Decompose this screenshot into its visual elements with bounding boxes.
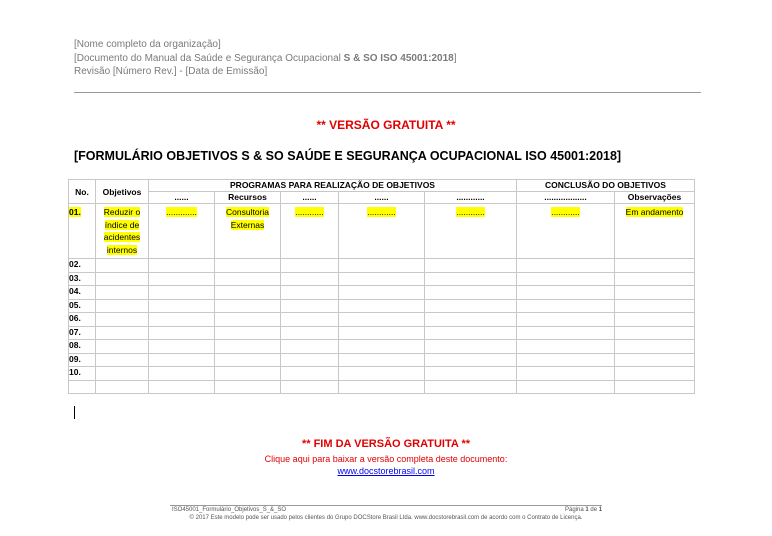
table-row xyxy=(69,204,695,259)
table-cell xyxy=(339,340,425,354)
table-cell xyxy=(339,367,425,381)
table-cell xyxy=(615,286,695,300)
table-cell xyxy=(149,286,215,300)
document-name xyxy=(74,52,456,66)
subheader-observacoes: Observações xyxy=(615,192,695,204)
row-number xyxy=(69,380,96,394)
table-cell xyxy=(517,204,615,259)
table-cell xyxy=(425,340,517,354)
revision-line: Revisão [Número Rev.] - [Data de Emissão] xyxy=(74,66,268,77)
table-cell xyxy=(215,326,281,340)
table-cell xyxy=(615,380,695,394)
table-cell xyxy=(96,272,149,286)
row-number: 09. xyxy=(69,353,96,367)
table-cell xyxy=(339,326,425,340)
table-cell xyxy=(96,353,149,367)
table-cell xyxy=(281,204,339,259)
table-cell xyxy=(215,272,281,286)
table-cell xyxy=(339,259,425,273)
table-cell xyxy=(215,204,281,259)
table-cell xyxy=(339,286,425,300)
table-row xyxy=(69,259,695,273)
table-cell xyxy=(281,340,339,354)
table-cell xyxy=(425,299,517,313)
table-row xyxy=(69,380,695,394)
footer-copyright: © 2017 Este modelo pode ser usado pelos clientes do Grupo DOCStore Brasil Ltda. www.docstorebrasil.com de acordo com o Contrato de Licença. xyxy=(189,515,583,521)
end-free-version-banner: ** FIM DA VERSÃO GRATUITA ** xyxy=(301,438,471,450)
table-cell xyxy=(149,204,215,259)
table-cell xyxy=(517,313,615,327)
table-cell xyxy=(425,353,517,367)
table-cell xyxy=(615,353,695,367)
table-row xyxy=(69,286,695,300)
table-cell xyxy=(615,367,695,381)
subheader-cell: ...... xyxy=(149,192,215,204)
table-cell xyxy=(339,353,425,367)
footer-page-number xyxy=(565,507,602,513)
page-current: 1 xyxy=(585,507,589,513)
objectives-table xyxy=(68,179,695,394)
table-cell xyxy=(517,340,615,354)
table-cell xyxy=(517,259,615,273)
table-cell xyxy=(149,326,215,340)
row-number: 03. xyxy=(69,272,96,286)
row-number: 07. xyxy=(69,326,96,340)
table-cell xyxy=(96,367,149,381)
table-cell xyxy=(281,313,339,327)
form-title: [FORMULÁRIO OBJETIVOS S & SO SAÚDE E SEGURANÇA OCUPACIONAL ISO 45001:2018] xyxy=(74,149,622,163)
observacoes-value: Em andamento xyxy=(625,207,684,217)
row-number: 02. xyxy=(69,259,96,273)
col-no-header: No. xyxy=(69,180,96,204)
table-row xyxy=(69,299,695,313)
row-number: 04. xyxy=(69,286,96,300)
table-cell xyxy=(517,299,615,313)
page-of-label: de xyxy=(588,507,599,513)
table-cell xyxy=(517,353,615,367)
free-version-banner: ** VERSÃO GRATUITA ** xyxy=(316,118,456,132)
objective-text: Reduzir o índice de acidentes internos xyxy=(103,207,141,255)
table-header-row xyxy=(69,180,695,192)
table-cell xyxy=(215,299,281,313)
table-cell xyxy=(281,286,339,300)
table-cell xyxy=(615,272,695,286)
conclusao-group-header: CONCLUSÃO DO OBJETIVOS xyxy=(517,180,695,192)
table-cell xyxy=(281,299,339,313)
table-cell xyxy=(215,313,281,327)
table-cell xyxy=(425,272,517,286)
table-cell xyxy=(149,380,215,394)
table-cell xyxy=(339,313,425,327)
table-row xyxy=(69,272,695,286)
row-number: 01. xyxy=(69,207,81,217)
table-cell xyxy=(281,380,339,394)
table-cell xyxy=(615,313,695,327)
objective-cell xyxy=(96,204,149,259)
organization-name: [Nome completo da organização] xyxy=(74,39,221,50)
cell-value: ............ xyxy=(551,207,580,217)
table-cell xyxy=(281,259,339,273)
table-cell xyxy=(149,313,215,327)
table-cell xyxy=(281,353,339,367)
table-cell xyxy=(96,380,149,394)
table-cell xyxy=(96,340,149,354)
table-cell xyxy=(615,299,695,313)
page-total: 1 xyxy=(598,507,603,513)
table-subheader-row xyxy=(69,192,695,204)
table-cell xyxy=(149,299,215,313)
table-cell xyxy=(149,259,215,273)
table-cell xyxy=(149,353,215,367)
subheader-cell: ...... xyxy=(339,192,425,204)
table-cell xyxy=(149,367,215,381)
table-cell xyxy=(517,272,615,286)
table-row xyxy=(69,367,695,381)
table-cell xyxy=(281,326,339,340)
table-cell xyxy=(149,272,215,286)
cell-value: ............ xyxy=(367,207,396,217)
table-cell xyxy=(425,367,517,381)
table-cell xyxy=(517,326,615,340)
table-cell xyxy=(339,272,425,286)
table-cell xyxy=(215,259,281,273)
table-cell xyxy=(615,340,695,354)
table-cell xyxy=(215,380,281,394)
table-cell xyxy=(96,299,149,313)
row-number-cell xyxy=(69,204,96,259)
table-cell xyxy=(96,286,149,300)
header-divider xyxy=(74,92,701,93)
row-number: 05. xyxy=(69,299,96,313)
table-row xyxy=(69,313,695,327)
document-standard: S & SO ISO 45001:2018 xyxy=(343,52,454,64)
table-cell xyxy=(215,286,281,300)
table-row xyxy=(69,326,695,340)
table-cell xyxy=(96,313,149,327)
table-cell xyxy=(517,286,615,300)
table-cell xyxy=(339,380,425,394)
table-cell xyxy=(149,340,215,354)
subheader-recursos: Recursos xyxy=(215,192,281,204)
table-cell xyxy=(615,204,695,259)
table-cell xyxy=(281,367,339,381)
table-cell xyxy=(281,272,339,286)
table-row xyxy=(69,353,695,367)
table-row xyxy=(69,340,695,354)
row-number: 08. xyxy=(69,340,96,354)
document-name-close: ] xyxy=(453,52,457,64)
page-label: Página xyxy=(565,507,586,513)
table-cell xyxy=(615,259,695,273)
cell-value: ............ xyxy=(295,207,324,217)
document-name-text: [Documento do Manual da Saúde e Segurança Ocupacional xyxy=(74,52,344,64)
recursos-value: Consultoria Externas xyxy=(226,207,269,230)
col-objetivos-header: Objetivos xyxy=(96,180,149,204)
table-cell xyxy=(425,204,517,259)
subheader-cell: ...... xyxy=(281,192,339,204)
table-cell xyxy=(517,367,615,381)
document-header xyxy=(74,38,456,79)
table-cell xyxy=(215,340,281,354)
row-number: 10. xyxy=(69,367,96,381)
download-link-wrap xyxy=(0,466,772,476)
cell-value: ............ xyxy=(456,207,485,217)
download-instructions: Clique aqui para baixar a versão completa deste documento: xyxy=(264,454,508,464)
table-cell xyxy=(339,204,425,259)
table-cell xyxy=(425,326,517,340)
subheader-cell: ............ xyxy=(425,192,517,204)
table-cell xyxy=(615,326,695,340)
table-cell xyxy=(215,367,281,381)
table-cell xyxy=(425,313,517,327)
table-cell xyxy=(96,259,149,273)
text-cursor xyxy=(74,406,75,419)
footer-filename: ISO45001_Formulário_Objetivos_S_&_SO xyxy=(172,507,287,513)
table-cell xyxy=(517,380,615,394)
subheader-cell: .................. xyxy=(517,192,615,204)
cell-value: ............. xyxy=(166,207,197,217)
footer-divider xyxy=(170,505,602,506)
download-link[interactable]: www.docstorebrasil.com xyxy=(337,466,435,476)
table-cell xyxy=(96,326,149,340)
table-cell xyxy=(215,353,281,367)
programas-group-header: PROGRAMAS PARA REALIZAÇÃO DE OBJETIVOS xyxy=(149,180,517,192)
table-cell xyxy=(425,259,517,273)
table-cell xyxy=(425,380,517,394)
empty-rows xyxy=(69,259,695,394)
table-cell xyxy=(425,286,517,300)
row-number: 06. xyxy=(69,313,96,327)
table-cell xyxy=(339,299,425,313)
